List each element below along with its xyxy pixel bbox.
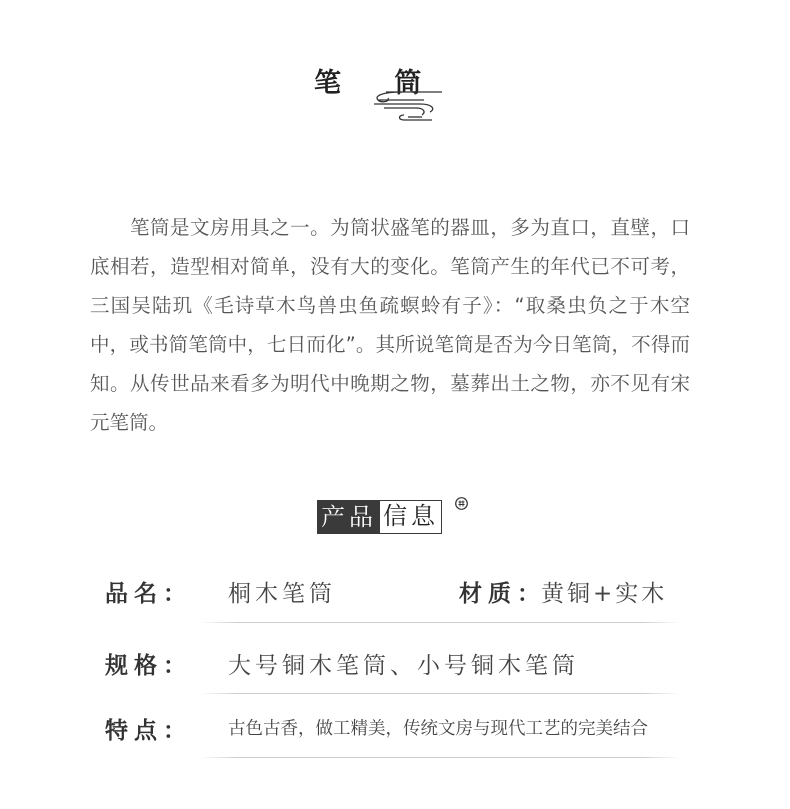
- seal-stamp-icon: [455, 497, 468, 510]
- section-heading-dark: 产品: [317, 500, 380, 534]
- material-label: 材质：: [459, 580, 546, 607]
- feature-label: 特点：: [105, 717, 192, 744]
- page-title: 笔 筒: [314, 68, 444, 99]
- divider-line: [200, 693, 680, 694]
- name-label: 品名：: [105, 580, 192, 607]
- divider-line: [200, 757, 680, 758]
- intro-paragraph: 笔筒是文房用具之一。为筒状盛笔的器皿，多为直口，直壁，口底相若，造型相对简单，没有大的变化。笔筒产生的年代已不可考，三国吴陆玑《毛诗草木鸟兽虫鱼疏螟蛉有子》：“取桑虫负之于木空中，或书简笔筒中，七日而化”。其所说笔筒是否为今日笔筒，不得而知。从传世品来看多为明代中晚期之物，墓葬出土之物，亦不见有宋元笔筒。: [90, 216, 690, 434]
- size-value: 大号铜木笔筒、小号铜木笔筒: [228, 653, 579, 679]
- feature-value: 古色古香，做工精美，传统文房与现代工艺的完美结合: [228, 719, 648, 739]
- page-title-block: [314, 64, 454, 128]
- section-heading-light: 信息: [380, 500, 442, 534]
- section-heading: [317, 500, 442, 534]
- cloud-ornament-icon: [372, 88, 446, 124]
- divider-line: [200, 622, 680, 623]
- name-value: 桐木笔筒: [228, 581, 336, 607]
- material-value: 黄铜+实木: [541, 581, 668, 607]
- size-label: 规格：: [105, 652, 192, 679]
